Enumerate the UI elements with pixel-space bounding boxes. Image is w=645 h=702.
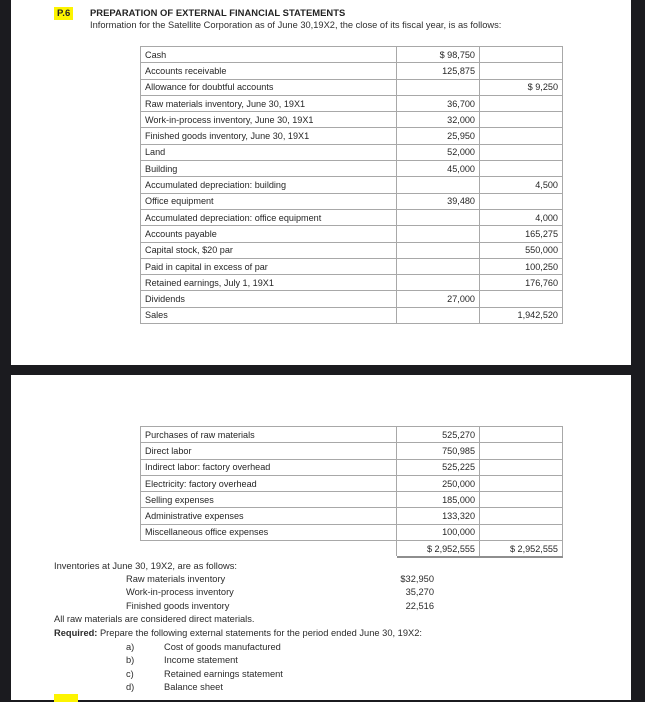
row-label: Building (141, 161, 397, 177)
row-debit (397, 258, 480, 274)
requirement-marker: b) (126, 655, 135, 666)
table-row (141, 177, 563, 193)
row-credit (480, 144, 563, 160)
row-label: Accounts payable (141, 226, 397, 242)
requirement-text: Cost of goods manufactured (164, 642, 281, 652)
row-credit: 165,275 (480, 226, 563, 242)
row-label: Direct labor (141, 443, 397, 459)
inventories-heading: Inventories at June 30, 19X2, are as follows: (54, 561, 237, 571)
row-label: Purchases of raw materials (141, 427, 397, 443)
table-row (141, 307, 563, 323)
table-row (141, 242, 563, 258)
trial-balance-body (141, 47, 563, 324)
table-row (141, 161, 563, 177)
table-total-row (141, 541, 563, 558)
row-credit: 4,500 (480, 177, 563, 193)
page-panel-top (11, 0, 631, 365)
row-label: Allowance for doubtful accounts (141, 79, 397, 95)
row-credit (480, 63, 563, 79)
row-credit (480, 193, 563, 209)
highlight-marker-fragment (54, 694, 78, 702)
row-debit: 32,000 (397, 112, 480, 128)
row-credit: 100,250 (480, 258, 563, 274)
page-panel-bottom (11, 375, 631, 700)
required-label: Required: (54, 628, 98, 638)
row-debit (397, 307, 480, 323)
row-debit (397, 226, 480, 242)
table-row (141, 112, 563, 128)
requirement-marker: d) (126, 681, 135, 692)
row-label: Accumulated depreciation: building (141, 177, 397, 193)
row-label: Finished goods inventory, June 30, 19X1 (141, 128, 397, 144)
row-debit: 39,480 (397, 193, 480, 209)
row-credit (480, 161, 563, 177)
row-credit (480, 508, 563, 524)
row-credit: $ 9,250 (480, 79, 563, 95)
total-label (141, 541, 397, 558)
inventory-name: Finished goods inventory (126, 600, 230, 611)
row-credit: 1,942,520 (480, 307, 563, 323)
row-credit (480, 443, 563, 459)
table-row (141, 524, 563, 540)
row-credit (480, 95, 563, 111)
row-debit (397, 242, 480, 258)
row-label: Paid in capital in excess of par (141, 258, 397, 274)
table-row (141, 226, 563, 242)
row-debit (397, 275, 480, 291)
row-label: Office equipment (141, 193, 397, 209)
row-credit (480, 427, 563, 443)
row-credit: 4,000 (480, 209, 563, 225)
row-debit: 36,700 (397, 95, 480, 111)
row-debit: 100,000 (397, 524, 480, 540)
table-row (141, 508, 563, 524)
row-debit: 25,950 (397, 128, 480, 144)
row-debit: 125,875 (397, 63, 480, 79)
total-credit: $ 2,952,555 (480, 541, 563, 558)
row-debit (397, 209, 480, 225)
row-label: Selling expenses (141, 492, 397, 508)
table-row (141, 275, 563, 291)
requirement-text: Balance sheet (164, 681, 223, 692)
total-debit: $ 2,952,555 (397, 541, 480, 558)
table-row (141, 443, 563, 459)
row-credit (480, 128, 563, 144)
trial-balance-table (140, 46, 563, 324)
row-debit: 525,270 (397, 427, 480, 443)
table-row (141, 258, 563, 274)
table-row (141, 459, 563, 475)
row-label: Sales (141, 307, 397, 323)
intro-paragraph: Information for the Satellite Corporation as of June 30,19X2, the close of its fiscal year, is as follows: (90, 20, 502, 30)
row-label: Administrative expenses (141, 508, 397, 524)
table-row (141, 193, 563, 209)
row-label: Accounts receivable (141, 63, 397, 79)
row-debit (397, 177, 480, 193)
inventory-name: Work-in-process inventory (126, 587, 234, 598)
inventory-amount: 35,270 (405, 587, 434, 598)
row-credit (480, 47, 563, 63)
required-text: Prepare the following external statements for the period ended June 30, 19X2: (97, 628, 422, 638)
required-line (54, 628, 422, 638)
requirement-marker: a) (126, 642, 135, 652)
table-row (141, 128, 563, 144)
inventory-amount: 22,516 (405, 600, 434, 611)
row-label: Retained earnings, July 1, 19X1 (141, 275, 397, 291)
table-row (141, 79, 563, 95)
table-row (141, 492, 563, 508)
row-label: Land (141, 144, 397, 160)
requirement-text: Income statement (164, 655, 238, 666)
row-credit (480, 492, 563, 508)
row-debit: 250,000 (397, 475, 480, 491)
inventory-amount: $32,950 (400, 574, 434, 584)
table-row (141, 144, 563, 160)
direct-materials-note: All raw materials are considered direct materials. (54, 614, 255, 624)
table-row (141, 427, 563, 443)
row-debit (397, 79, 480, 95)
table-row (141, 95, 563, 111)
cost-schedule-body (141, 427, 563, 558)
row-label: Indirect labor: factory overhead (141, 459, 397, 475)
row-credit: 550,000 (480, 242, 563, 258)
inventory-name: Raw materials inventory (126, 574, 226, 584)
row-debit: 750,985 (397, 443, 480, 459)
page-title: PREPARATION OF EXTERNAL FINANCIAL STATEMENTS (90, 7, 346, 18)
row-debit: 45,000 (397, 161, 480, 177)
row-label: Work-in-process inventory, June 30, 19X1 (141, 112, 397, 128)
row-label: Electricity: factory overhead (141, 475, 397, 491)
row-credit (480, 459, 563, 475)
row-label: Raw materials inventory, June 30, 19X1 (141, 95, 397, 111)
row-debit: 27,000 (397, 291, 480, 307)
row-credit (480, 524, 563, 540)
table-row (141, 63, 563, 79)
row-label: Dividends (141, 291, 397, 307)
cost-schedule-table (140, 426, 563, 558)
table-row (141, 475, 563, 491)
row-label: Miscellaneous office expenses (141, 524, 397, 540)
row-debit: 133,320 (397, 508, 480, 524)
row-credit: 176,760 (480, 275, 563, 291)
row-debit: 185,000 (397, 492, 480, 508)
row-label: Capital stock, $20 par (141, 242, 397, 258)
requirement-marker: c) (126, 668, 134, 679)
row-credit (480, 475, 563, 491)
row-debit: $ 98,750 (397, 47, 480, 63)
row-label: Accumulated depreciation: office equipment (141, 209, 397, 225)
row-credit (480, 291, 563, 307)
problem-number-badge: P.6 (54, 7, 73, 20)
table-row (141, 47, 563, 63)
table-row (141, 209, 563, 225)
requirement-text: Retained earnings statement (164, 668, 283, 679)
row-debit: 525,225 (397, 459, 480, 475)
row-debit: 52,000 (397, 144, 480, 160)
row-label: Cash (141, 47, 397, 63)
row-credit (480, 112, 563, 128)
table-row (141, 291, 563, 307)
